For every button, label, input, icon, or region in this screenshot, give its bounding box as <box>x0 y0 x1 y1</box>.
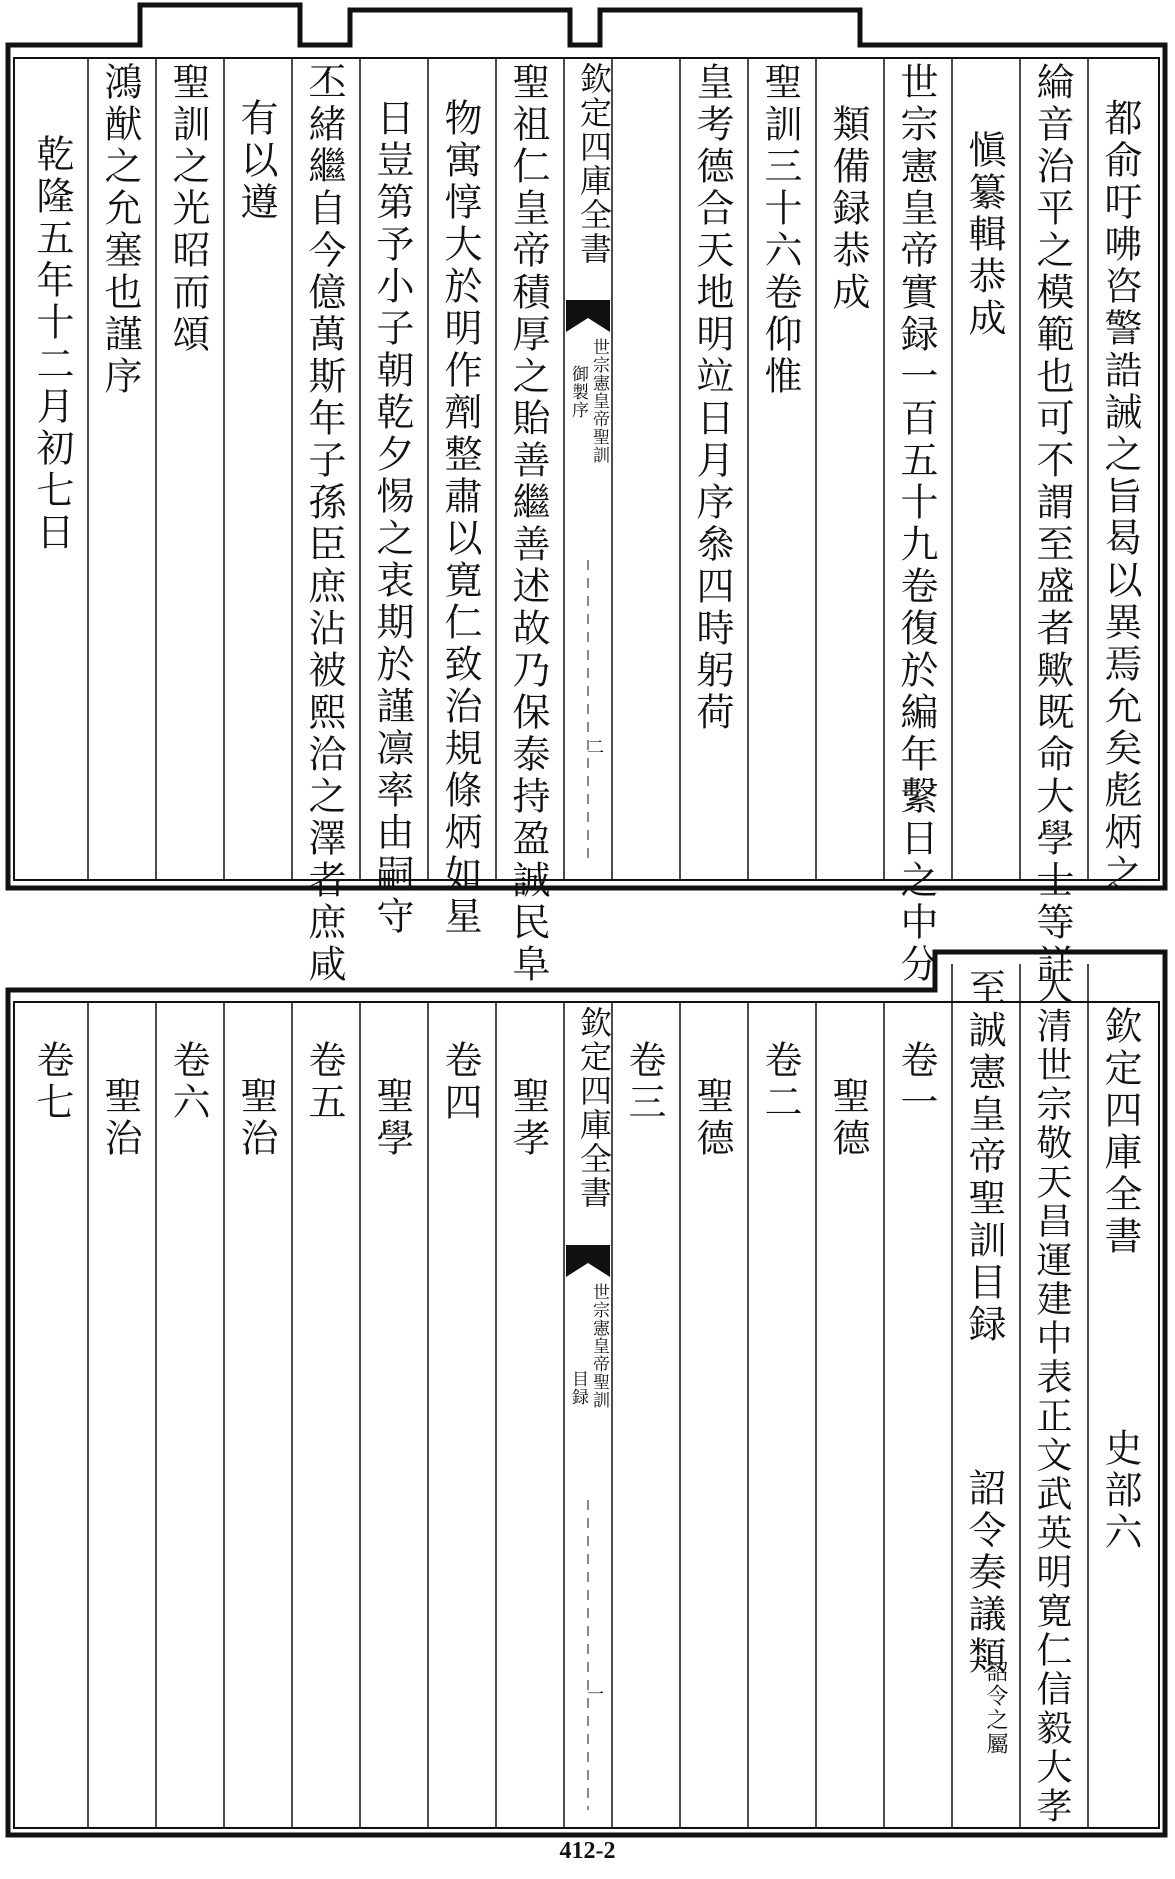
fishtail-section: 目録 <box>568 1370 588 1406</box>
fishtail-book-name: 世宗憲皇帝聖訓 <box>589 1283 609 1409</box>
toc-entry-9: 卷五 <box>302 1040 346 1124</box>
center-book-title: 欽定四庫全書 <box>575 62 613 266</box>
text-column-8: 聖祖仁皇帝積厚之貽善繼善述故乃保泰持盈誠民阜 <box>506 62 550 986</box>
toc-entry-11: 卷六 <box>166 1040 210 1124</box>
text-column-14: 鴻猷之允塞也謹序 <box>98 62 142 398</box>
title-column-2: 至誠憲皇帝聖訓目録 <box>962 968 1006 1346</box>
toc-entry-8: 聖學 <box>370 1076 414 1160</box>
text-column-1: 都俞吁咈咨警誥誡之旨曷以異焉允矣彪炳之 <box>1098 98 1142 896</box>
toc-entry-4: 聖德 <box>690 1076 734 1160</box>
text-column-9: 物寓惇大於明作劑整肅以寛仁致治規條炳如星 <box>438 98 482 938</box>
text-column-13: 聖訓之光昭而頌 <box>166 62 210 356</box>
toc-entry-2: 聖德 <box>826 1076 870 1160</box>
toc-entry-6: 聖孝 <box>506 1076 550 1160</box>
text-column-10: 日豈第予小子朝乾夕惕之衷期於謹凛率由嗣守 <box>370 98 414 938</box>
toc-entry-1: 卷一 <box>894 1040 938 1124</box>
text-column-12: 有以遵 <box>234 98 278 224</box>
toc-entry-5: 卷三 <box>622 1040 666 1124</box>
folio-number: 二 <box>583 738 603 756</box>
page-number: 412-2 <box>559 1838 616 1864</box>
toc-entry-7: 卷四 <box>438 1040 482 1124</box>
text-column-3: 愼纂輯恭成 <box>962 130 1006 340</box>
category-label: 史部六 <box>1098 1428 1142 1554</box>
full-title-column: 大清世宗敬天昌運建中表正文武英明寛仁信毅大孝 <box>1031 968 1072 1826</box>
toc-entry-12: 聖治 <box>98 1076 142 1160</box>
text-column-6: 聖訓三十六卷仰惟 <box>758 62 802 398</box>
toc-entry-3: 卷二 <box>758 1040 802 1124</box>
text-column-4: 世宗憲皇帝實録一百五十九卷復於編年繫日之中分 <box>894 62 938 986</box>
toc-entry-13: 卷七 <box>30 1040 74 1124</box>
text-column-2: 綸音治平之模範也可不謂至盛者歟既命大學士等詳 <box>1030 62 1074 986</box>
date-column: 乾隆五年十二月初七日 <box>30 134 74 554</box>
text-column-7: 皇考德合天地明竝日月序叅四時躬荷 <box>690 62 734 734</box>
fishtail-book-name: 世宗憲皇帝聖訓 <box>589 338 609 464</box>
center-book-title: 欽定四庫全書 <box>575 1006 613 1210</box>
classification-sub: 詔令之屬 <box>983 1660 1008 1756</box>
text-column-5: 類備録恭成 <box>826 104 870 314</box>
fishtail-section: 御製序 <box>568 365 588 419</box>
folio-number: 一 <box>583 1685 603 1703</box>
text-column-11: 丕緒繼自今億萬斯年子孫臣庶沾被熙洽之澤者庶咸 <box>302 62 346 986</box>
toc-entry-10: 聖治 <box>234 1076 278 1160</box>
header-book-title: 欽定四庫全書 <box>1098 1006 1142 1258</box>
bottom-page <box>0 940 1175 1840</box>
classification-main: 詔令奏議類 <box>962 1468 1006 1678</box>
